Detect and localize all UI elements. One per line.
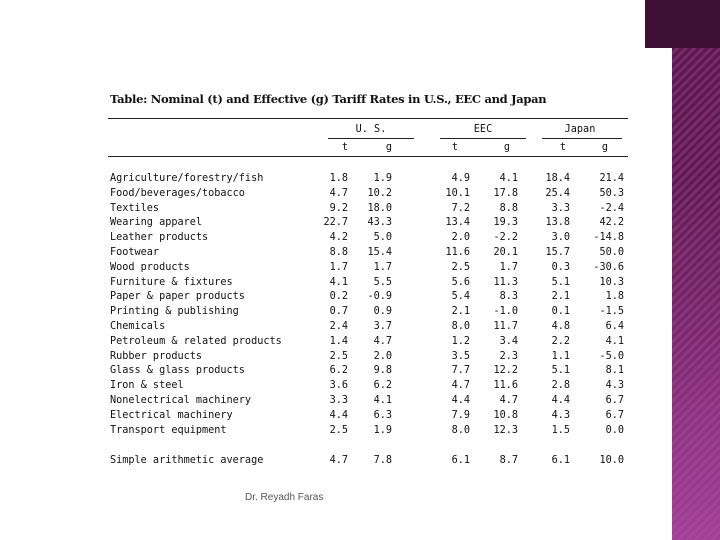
- row-label: Printing & publishing: [110, 306, 239, 317]
- row-label: Food/beverages/tobacco: [110, 188, 245, 199]
- cell-eec-t: 2.0: [451, 232, 470, 243]
- subheader-japan-g: g: [601, 142, 609, 153]
- row-label: Paper & paper products: [110, 291, 245, 302]
- cell-japan-g: 4.1: [605, 336, 624, 347]
- cell-us-t: 22.7: [323, 217, 348, 228]
- cell-japan-g: -30.6: [593, 262, 624, 273]
- cell-us-t: 4.4: [329, 410, 348, 421]
- cell-eec-t: 3.5: [451, 351, 470, 362]
- cell-japan-g: -1.5: [599, 306, 624, 317]
- cell-us-g: -0.9: [367, 291, 392, 302]
- row-label: Furniture & fixtures: [110, 277, 233, 288]
- row-label: Iron & steel: [110, 380, 184, 391]
- cell-japan-t: 18.4: [545, 173, 570, 184]
- subheader-us-g: g: [385, 142, 393, 153]
- cell-japan-t: 1.1: [551, 351, 570, 362]
- cell-us-t: 6.2: [329, 365, 348, 376]
- cell-japan-g: -2.4: [599, 203, 624, 214]
- cell-eec-g: 17.8: [493, 188, 518, 199]
- cell-us-t: 4.2: [329, 232, 348, 243]
- cell-japan-t: 6.1: [551, 455, 570, 466]
- cell-us-t: 1.7: [329, 262, 348, 273]
- cell-us-t: 9.2: [329, 203, 348, 214]
- cell-us-t: 3.3: [329, 395, 348, 406]
- row-label: Footwear: [110, 247, 160, 258]
- cell-japan-t: 2.1: [551, 291, 570, 302]
- row-label: Electrical machinery: [110, 410, 233, 421]
- cell-eec-g: 20.1: [493, 247, 518, 258]
- cell-eec-t: 5.6: [451, 277, 470, 288]
- cell-eec-g: 12.2: [493, 365, 518, 376]
- cell-eec-t: 5.4: [451, 291, 470, 302]
- cell-eec-g: -2.2: [493, 232, 518, 243]
- cell-japan-g: 4.3: [605, 380, 624, 391]
- cell-japan-t: 3.3: [551, 203, 570, 214]
- cell-us-g: 9.8: [373, 365, 392, 376]
- row-label: Leather products: [110, 232, 209, 243]
- top-rule: [108, 118, 628, 119]
- cell-us-g: 10.2: [367, 188, 392, 199]
- cell-us-g: 4.1: [373, 395, 392, 406]
- cell-eec-g: 19.3: [493, 217, 518, 228]
- cell-us-g: 43.3: [367, 217, 392, 228]
- row-label: Glass & glass products: [110, 365, 245, 376]
- cell-us-t: 4.1: [329, 277, 348, 288]
- cell-us-t: 2.5: [329, 425, 348, 436]
- cell-us-g: 2.0: [373, 351, 392, 362]
- cell-us-t: 0.7: [329, 306, 348, 317]
- row-label: Agriculture/forestry/fish: [110, 173, 264, 184]
- cell-japan-t: 4.4: [551, 395, 570, 406]
- cell-japan-t: 13.8: [545, 217, 570, 228]
- cell-us-t: 2.4: [329, 321, 348, 332]
- cell-us-t: 3.6: [329, 380, 348, 391]
- cell-japan-g: 6.7: [605, 410, 624, 421]
- row-label: Transport equipment: [110, 425, 227, 436]
- cell-eec-t: 7.7: [451, 365, 470, 376]
- cell-eec-g: 11.7: [493, 321, 518, 332]
- cell-japan-t: 0.3: [551, 262, 570, 273]
- subheader-eec-g: g: [503, 142, 511, 153]
- cell-eec-t: 7.2: [451, 203, 470, 214]
- header-japan: Japan: [564, 124, 596, 135]
- cell-japan-t: 5.1: [551, 365, 570, 376]
- header-rule: [108, 156, 628, 157]
- cell-japan-g: 8.1: [605, 365, 624, 376]
- row-label: Rubber products: [110, 351, 203, 362]
- cell-us-g: 0.9: [373, 306, 392, 317]
- cell-eec-g: 12.3: [493, 425, 518, 436]
- cell-eec-g: 2.3: [499, 351, 518, 362]
- header-eec: EEC: [473, 124, 493, 135]
- cell-us-g: 7.8: [373, 455, 392, 466]
- cell-japan-t: 2.8: [551, 380, 570, 391]
- cell-eec-g: 8.8: [499, 203, 518, 214]
- cell-us-t: 8.8: [329, 247, 348, 258]
- cell-eec-t: 11.6: [445, 247, 470, 258]
- cell-us-g: 5.0: [373, 232, 392, 243]
- cell-us-g: 6.2: [373, 380, 392, 391]
- cell-eec-t: 7.9: [451, 410, 470, 421]
- subheader-us-t: t: [341, 142, 349, 153]
- cell-us-t: 1.4: [329, 336, 348, 347]
- cell-eec-g: -1.0: [493, 306, 518, 317]
- cell-eec-g: 3.4: [499, 336, 518, 347]
- cell-japan-t: 2.2: [551, 336, 570, 347]
- cell-eec-t: 4.4: [451, 395, 470, 406]
- cell-eec-t: 10.1: [445, 188, 470, 199]
- cell-japan-t: 15.7: [545, 247, 570, 258]
- header-japan-underline: [542, 138, 622, 139]
- row-label: Petroleum & related products: [110, 336, 282, 347]
- cell-japan-t: 0.1: [551, 306, 570, 317]
- cell-eec-g: 1.7: [499, 262, 518, 273]
- cell-japan-g: 0.0: [605, 425, 624, 436]
- cell-japan-g: 6.4: [605, 321, 624, 332]
- cell-eec-g: 8.3: [499, 291, 518, 302]
- row-label: Textiles: [110, 203, 160, 214]
- cell-eec-t: 4.9: [451, 173, 470, 184]
- cell-eec-t: 2.1: [451, 306, 470, 317]
- cell-eec-g: 8.7: [499, 455, 518, 466]
- cell-us-t: 0.2: [329, 291, 348, 302]
- cell-us-t: 4.7: [329, 188, 348, 199]
- cell-japan-g: 6.7: [605, 395, 624, 406]
- cell-eec-g: 11.6: [493, 380, 518, 391]
- cell-eec-t: 6.1: [451, 455, 470, 466]
- cell-eec-t: 1.2: [451, 336, 470, 347]
- row-label: Nonelectrical machinery: [110, 395, 252, 406]
- cell-eec-g: 10.8: [493, 410, 518, 421]
- cell-us-g: 4.7: [373, 336, 392, 347]
- header-us-underline: [328, 138, 414, 139]
- cell-japan-t: 5.1: [551, 277, 570, 288]
- cell-us-g: 18.0: [367, 203, 392, 214]
- row-label: Chemicals: [110, 321, 166, 332]
- row-label: Simple arithmetic average: [110, 455, 264, 466]
- row-label: Wood products: [110, 262, 190, 273]
- cell-us-t: 4.7: [329, 455, 348, 466]
- cell-us-g: 5.5: [373, 277, 392, 288]
- cell-japan-g: 42.2: [599, 217, 624, 228]
- cell-eec-g: 4.1: [499, 173, 518, 184]
- cell-eec-t: 8.0: [451, 425, 470, 436]
- cell-japan-t: 25.4: [545, 188, 570, 199]
- cell-japan-t: 4.3: [551, 410, 570, 421]
- author-credit: Dr. Reyadh Faras: [245, 492, 324, 503]
- cell-us-t: 1.8: [329, 173, 348, 184]
- cell-us-t: 2.5: [329, 351, 348, 362]
- cell-japan-g: 50.3: [599, 188, 624, 199]
- cell-us-g: 1.9: [373, 173, 392, 184]
- row-label: Wearing apparel: [110, 217, 203, 228]
- cell-japan-g: 1.8: [605, 291, 624, 302]
- cell-japan-g: 10.0: [599, 455, 624, 466]
- cell-japan-t: 1.5: [551, 425, 570, 436]
- cell-eec-t: 2.5: [451, 262, 470, 273]
- subheader-japan-t: t: [559, 142, 567, 153]
- cell-japan-g: -5.0: [599, 351, 624, 362]
- cell-japan-g: -14.8: [593, 232, 624, 243]
- cell-japan-t: 4.8: [551, 321, 570, 332]
- cell-eec-t: 4.7: [451, 380, 470, 391]
- header-eec-underline: [440, 138, 526, 139]
- cell-japan-g: 10.3: [599, 277, 624, 288]
- cell-us-g: 3.7: [373, 321, 392, 332]
- header-us: U. S.: [355, 124, 387, 135]
- cell-us-g: 15.4: [367, 247, 392, 258]
- cell-eec-g: 11.3: [493, 277, 518, 288]
- cell-us-g: 1.7: [373, 262, 392, 273]
- decorative-top-band: [645, 0, 720, 48]
- cell-eec-t: 8.0: [451, 321, 470, 332]
- cell-eec-g: 4.7: [499, 395, 518, 406]
- cell-us-g: 1.9: [373, 425, 392, 436]
- table-title: Table: Nominal (t) and Effective (g) Tariff Rates in U.S., EEC and Japan: [110, 92, 547, 106]
- cell-eec-t: 13.4: [445, 217, 470, 228]
- cell-us-g: 6.3: [373, 410, 392, 421]
- cell-japan-g: 21.4: [599, 173, 624, 184]
- cell-japan-t: 3.0: [551, 232, 570, 243]
- subheader-eec-t: t: [451, 142, 459, 153]
- cell-japan-g: 50.0: [599, 247, 624, 258]
